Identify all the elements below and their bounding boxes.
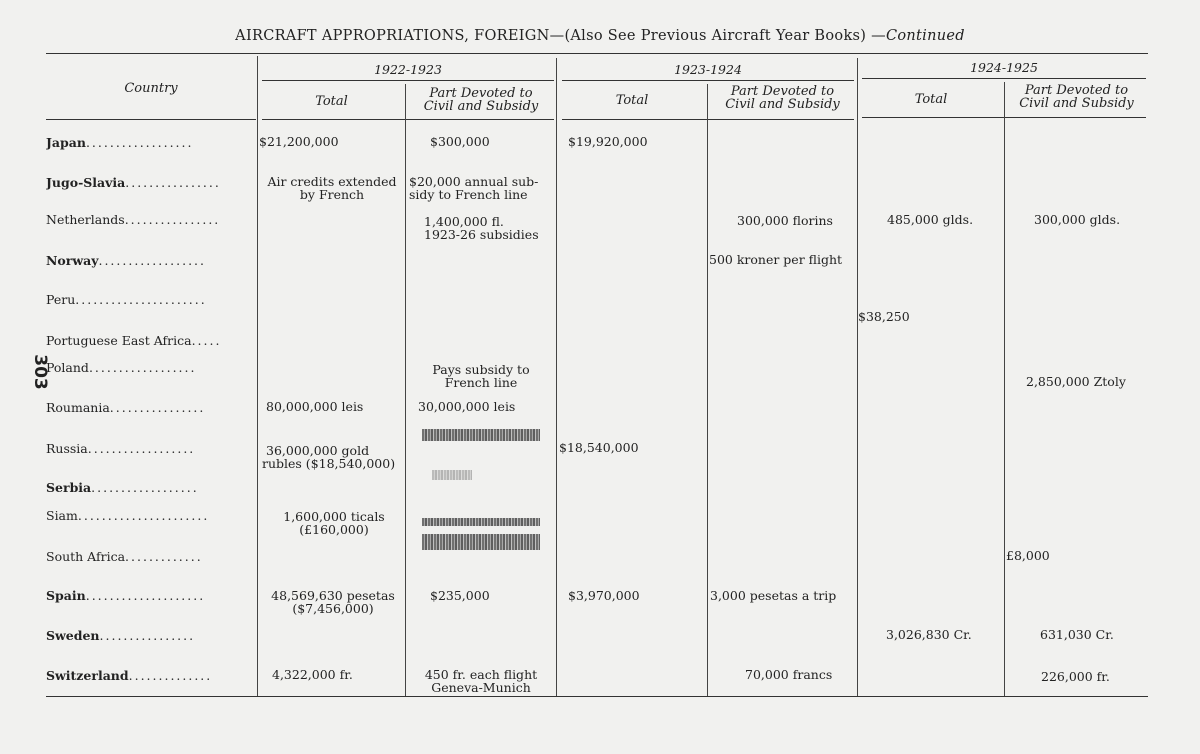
- header-period-2: 1923-1924: [674, 62, 742, 77]
- cell-1923-part: 3,000 pesetas a trip: [710, 588, 837, 603]
- leader-dots: ..................: [85, 135, 194, 150]
- cell-1922-part: [424, 215, 539, 241]
- leader-dots: ..................: [98, 253, 207, 268]
- leader-dots: ..................: [91, 480, 199, 495]
- cell-1924-total: 3,026,830 Cr.: [886, 627, 972, 642]
- row-country: [46, 480, 254, 495]
- cell-1922-part: $300,000: [430, 134, 490, 149]
- country-name: Russia: [46, 441, 88, 456]
- cell-1922-part: [406, 363, 556, 389]
- cell-line: 36,000,000 gold: [266, 443, 370, 458]
- page-number: 303: [29, 354, 50, 390]
- scan-smudge: [432, 470, 472, 480]
- row-country: [46, 212, 254, 227]
- header-part-3-l2: Civil and Subsidy: [1019, 96, 1134, 111]
- cell-1924-part: 226,000 fr.: [1041, 669, 1110, 684]
- cell-line: 450 fr. each flight: [424, 667, 538, 682]
- header-part-1-l1: Part Devoted to: [429, 86, 533, 101]
- country-name: Siam: [46, 508, 78, 523]
- row-country: [46, 668, 254, 683]
- cell-line: 1,600,000 ticals: [283, 509, 385, 524]
- period-underline-1: [262, 80, 554, 81]
- country-name: Serbia: [46, 480, 92, 495]
- cell-1922-total: 4,322,000 fr.: [272, 667, 353, 682]
- scan-smudge: [422, 534, 540, 550]
- country-name: Peru: [46, 292, 76, 307]
- cell-1922-part: $235,000: [430, 588, 490, 603]
- cell-1922-total: 80,000,000 leis: [266, 399, 364, 414]
- row-country: [46, 360, 254, 375]
- leader-dots: ......................: [77, 508, 210, 523]
- cell-1922-total: [262, 444, 395, 470]
- country-name: South Africa: [46, 549, 126, 564]
- cell-1923-total: $18,540,000: [559, 440, 639, 455]
- header-total-1: Total: [315, 94, 348, 109]
- cell-line: sidy to French line: [409, 187, 528, 202]
- cell-1924-total: 485,000 glds.: [887, 212, 974, 227]
- cell-line: 48,569,630 pesetas: [271, 588, 395, 603]
- cell-1922-total: [259, 510, 409, 536]
- cell-1923-total: $3,970,000: [568, 588, 640, 603]
- country-name: Sweden: [46, 628, 100, 643]
- col-rule-4: [707, 84, 708, 696]
- row-country: [46, 549, 254, 564]
- header-total-3: Total: [914, 92, 948, 107]
- country-name: Jugo-Slavia: [46, 175, 126, 190]
- header-part-2-l1: Part Devoted to: [730, 84, 835, 99]
- cell-line: Air credits extended: [267, 174, 397, 189]
- cell-1924-part: 2,850,000 Ztoly: [1026, 374, 1126, 389]
- leader-dots: ..................: [88, 360, 197, 375]
- header-bottom-rule-p1: [262, 119, 554, 120]
- cell-1924-part: 300,000 glds.: [1034, 212, 1121, 227]
- header-part-1: [406, 87, 556, 113]
- leader-dots: ................: [109, 400, 206, 415]
- cell-line: rubles ($18,540,000): [262, 456, 396, 471]
- cell-1922-part: [409, 175, 538, 201]
- top-rule: [46, 53, 1148, 54]
- header-part-2-l2: Civil and Subsidy: [725, 97, 840, 112]
- scan-smudge: [422, 429, 540, 441]
- row-country: [46, 333, 254, 348]
- cell-line: Geneva-Munich: [431, 680, 531, 695]
- country-name: Poland: [46, 360, 89, 375]
- leader-dots: ................: [125, 175, 221, 190]
- header-country: Country: [124, 81, 178, 96]
- leader-dots: ................: [99, 628, 196, 643]
- cell-1923-part: 300,000 florins: [737, 213, 833, 228]
- cell-1924-part: £8,000: [1006, 548, 1050, 563]
- leader-dots: ................: [124, 212, 221, 227]
- cell-line: Pays subsidy to: [432, 362, 530, 377]
- page-title: [0, 28, 1200, 44]
- leader-dots: .............: [125, 549, 203, 564]
- cell-line: $20,000 annual sub-: [409, 174, 539, 189]
- period-underline-3: [862, 78, 1146, 79]
- header-part-2: [708, 85, 857, 111]
- cell-line: (£160,000): [299, 522, 369, 537]
- cell-1924-part: 631,030 Cr.: [1040, 627, 1114, 642]
- scan-smudge: [422, 518, 540, 526]
- header-period-1: 1922-1923: [374, 62, 442, 77]
- cell-1924-total: $38,250: [858, 309, 910, 324]
- leader-dots: ..................: [87, 441, 196, 456]
- leader-dots: .....: [191, 333, 222, 348]
- country-name: Netherlands: [46, 212, 125, 227]
- row-country: [46, 628, 254, 643]
- header-bottom-rule: [46, 119, 256, 120]
- country-name: Japan: [46, 135, 86, 150]
- cell-line: 1,400,000 fl.: [424, 214, 504, 229]
- country-name: Portuguese East Africa: [46, 333, 192, 348]
- country-name: Roumania: [46, 400, 110, 415]
- cell-1922-total: [259, 175, 405, 201]
- bottom-rule: [46, 696, 1148, 697]
- cell-1922-part: [406, 668, 556, 694]
- cell-line: 1923-26 subsidies: [424, 227, 539, 242]
- header-part-3: [1005, 84, 1148, 110]
- cell-1922-total: [258, 589, 408, 615]
- header-total-2: Total: [615, 93, 649, 108]
- country-name: Switzerland: [46, 668, 129, 683]
- header-part-3-l1: Part Devoted to: [1024, 83, 1129, 98]
- row-country: [46, 588, 254, 603]
- col-rule-5: [857, 58, 858, 696]
- country-name: Norway: [46, 253, 99, 268]
- title-continued: Continued: [885, 28, 965, 44]
- col-rule-6: [1004, 82, 1005, 696]
- cell-line: ($7,456,000): [292, 601, 374, 616]
- cell-1922-total: $21,200,000: [259, 134, 339, 149]
- row-country: [46, 400, 254, 415]
- row-country: [46, 441, 254, 456]
- period-underline-2: [562, 80, 854, 81]
- header-period-3: 1924-1925: [970, 60, 1038, 75]
- cell-1923-total: $19,920,000: [568, 134, 648, 149]
- leader-dots: ..............: [128, 668, 213, 683]
- title-main: AIRCRAFT APPROPRIATIONS, FOREIGN—(Also See Previous Aircraft Year Books) —: [235, 28, 886, 44]
- cell-line: French line: [444, 375, 518, 390]
- col-rule-3: [556, 58, 557, 696]
- row-country: [46, 292, 254, 307]
- leader-dots: ......................: [75, 292, 207, 307]
- cell-1922-part: 30,000,000 leis: [418, 399, 516, 414]
- country-name: Spain: [46, 588, 86, 603]
- leader-dots: ....................: [85, 588, 206, 603]
- row-country: [46, 508, 254, 523]
- cell-1923-part: 70,000 francs: [745, 667, 833, 682]
- header-part-1-l2: Civil and Subsidy: [423, 99, 539, 114]
- cell-line: by French: [299, 187, 365, 202]
- row-country: [46, 175, 254, 190]
- header-bottom-rule-p2: [562, 119, 854, 120]
- row-country: [46, 135, 254, 150]
- cell-1923-part: 500 kroner per flight: [709, 252, 843, 267]
- row-country: [46, 253, 254, 268]
